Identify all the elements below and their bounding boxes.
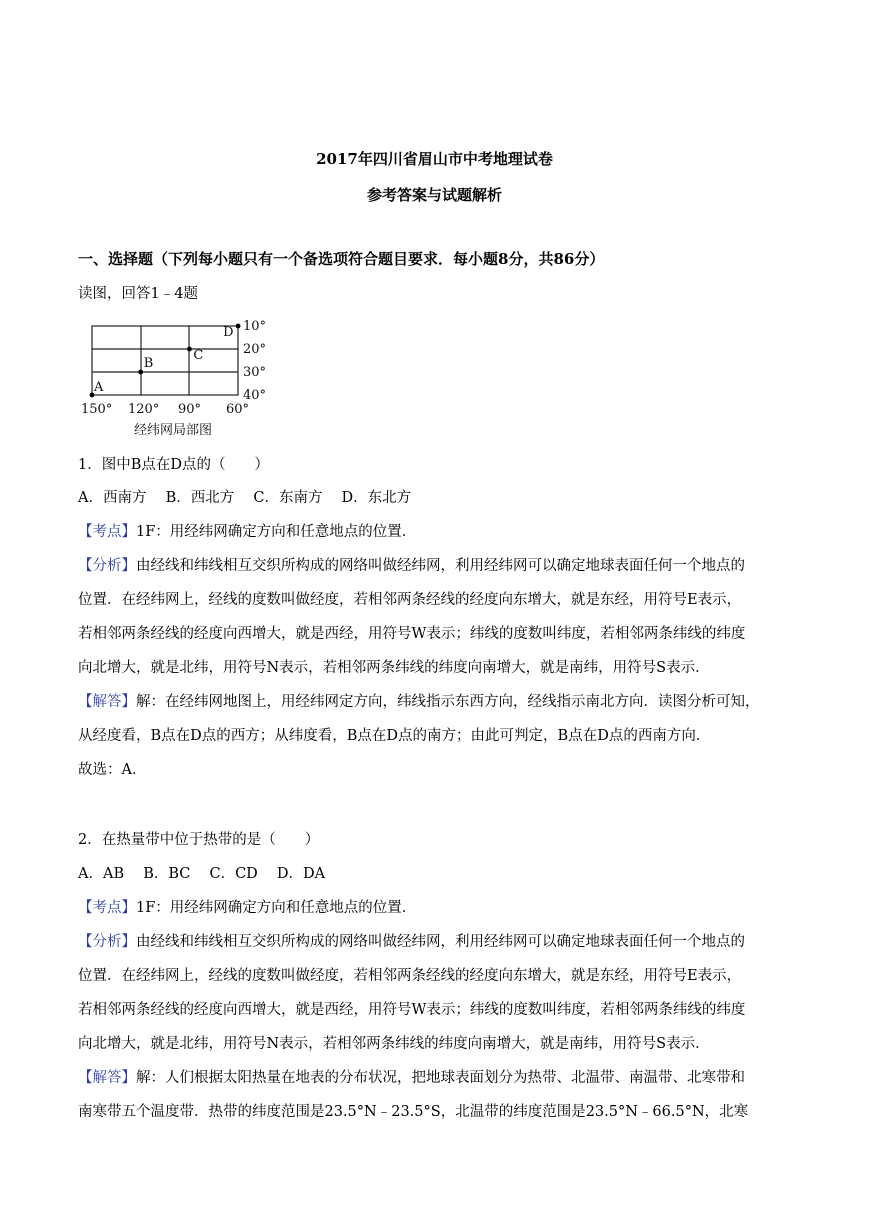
point-label-b: B	[143, 356, 154, 371]
lon-label-90: 90°	[178, 402, 202, 417]
point-c	[187, 347, 192, 352]
point-d	[236, 324, 241, 329]
section-intro: 读图，回答1﹣4题	[78, 286, 198, 302]
graticule-map	[80, 318, 280, 443]
lat-label-20: 20°	[243, 342, 267, 357]
q1-kaodian-text: 1F：用经纬网确定方向和任意地点的位置．	[136, 524, 417, 540]
doc-subtitle: 参考答案与试题解析	[366, 186, 502, 204]
q1-kaodian	[78, 522, 798, 542]
point-label-d: D	[223, 325, 234, 340]
q1-solution-line-2: 从经度看，B点在D点的西方；从纬度看，B点在D点的南方；由此可判定，B点在D点的西南方向．	[78, 728, 711, 744]
q1-analysis-line-3: 若相邻两条经线的经度向西增大，就是西经，用符号W表示；纬线的度数叫纬度，若相邻两条纬线的纬度	[78, 626, 746, 642]
q1-options: A．西南方 B．西北方 C．东南方 D．东北方	[78, 490, 412, 506]
lat-label-30: 30°	[243, 365, 267, 380]
q2-solution-line-1: 【解答】解：人们根据太阳热量在地表的分布状况，把地球表面划分为热带、北温带、南温带、北寒带和	[78, 1070, 745, 1086]
q2-question: 2．在热量带中位于热带的是（ ）	[78, 832, 320, 848]
lon-label-60: 60°	[226, 402, 250, 417]
q2-kaodian-text: 1F：用经纬网确定方向和任意地点的位置．	[136, 900, 417, 916]
point-label-a: A	[94, 380, 104, 395]
point-b	[138, 370, 143, 375]
lat-label-10: 10°	[243, 319, 267, 334]
kaodian-tag: 【考点】	[78, 524, 136, 540]
q1-analysis-line-2: 位置．在经纬网上，经线的度数叫做经度，若相邻两条经线的经度向东增大，就是东经，用符号E表示，	[78, 592, 742, 608]
q2-analysis-line-4: 向北增大，就是北纬，用符号N表示，若相邻两条纬线的纬度向南增大，就是南纬，用符号S表示．	[78, 1036, 710, 1052]
q1-analysis-line-1: 【分析】由经线和纬线相互交织所构成的网络叫做经纬网，利用经纬网可以确定地球表面任何一个地点的	[78, 558, 745, 574]
q2-solution-line-2: 南寒带五个温度带．热带的纬度范围是23.5°N﹣23.5°S，北温带的纬度范围是23.5°N﹣66.5°N，北寒	[78, 1104, 749, 1120]
q2-kaodian	[78, 898, 798, 918]
doc-title: 2017年四川省眉山市中考地理试卷	[316, 150, 553, 168]
q2-analysis-line-1: 【分析】由经线和纬线相互交织所构成的网络叫做经纬网，利用经纬网可以确定地球表面任何一个地点的	[78, 934, 745, 950]
q2-analysis-line-2: 位置．在经纬网上，经线的度数叫做经度，若相邻两条经线的经度向东增大，就是东经，用符号E表示，	[78, 968, 742, 984]
q2-options: A．AB B．BC C．CD D．DA	[78, 866, 326, 882]
q1-solution-line-1: 【解答】解：在经纬网地图上，用经纬网定方向，纬线指示东西方向，经线指示南北方向．读图分析可知，	[78, 694, 760, 710]
q1-analysis-line-4: 向北增大，就是北纬，用符号N表示，若相邻两条纬线的纬度向南增大，就是南纬，用符号S表示．	[78, 660, 710, 676]
jieda-tag: 【解答】	[78, 694, 136, 710]
jieda-tag: 【解答】	[78, 1070, 136, 1086]
lat-label-40: 40°	[243, 388, 267, 403]
section-heading: 一、选择题（下列每小题只有一个备选项符合题目要求．每小题8分，共86分）	[78, 250, 605, 268]
point-label-c: C	[193, 348, 204, 363]
figure-caption: 经纬网局部图	[134, 423, 213, 438]
q1-answer: 故选：A．	[78, 762, 147, 778]
fenxi-tag: 【分析】	[78, 934, 136, 950]
kaodian-tag: 【考点】	[78, 900, 136, 916]
fenxi-tag: 【分析】	[78, 558, 136, 574]
lon-label-150: 150°	[81, 402, 113, 417]
q1-question: 1．图中B点在D点的（ ）	[78, 457, 270, 473]
graticule-figure	[80, 318, 280, 443]
lon-label-120: 120°	[128, 402, 160, 417]
q2-analysis-line-3: 若相邻两条经线的经度向西增大，就是西经，用符号W表示；纬线的度数叫纬度，若相邻两条纬线的纬度	[78, 1002, 746, 1018]
